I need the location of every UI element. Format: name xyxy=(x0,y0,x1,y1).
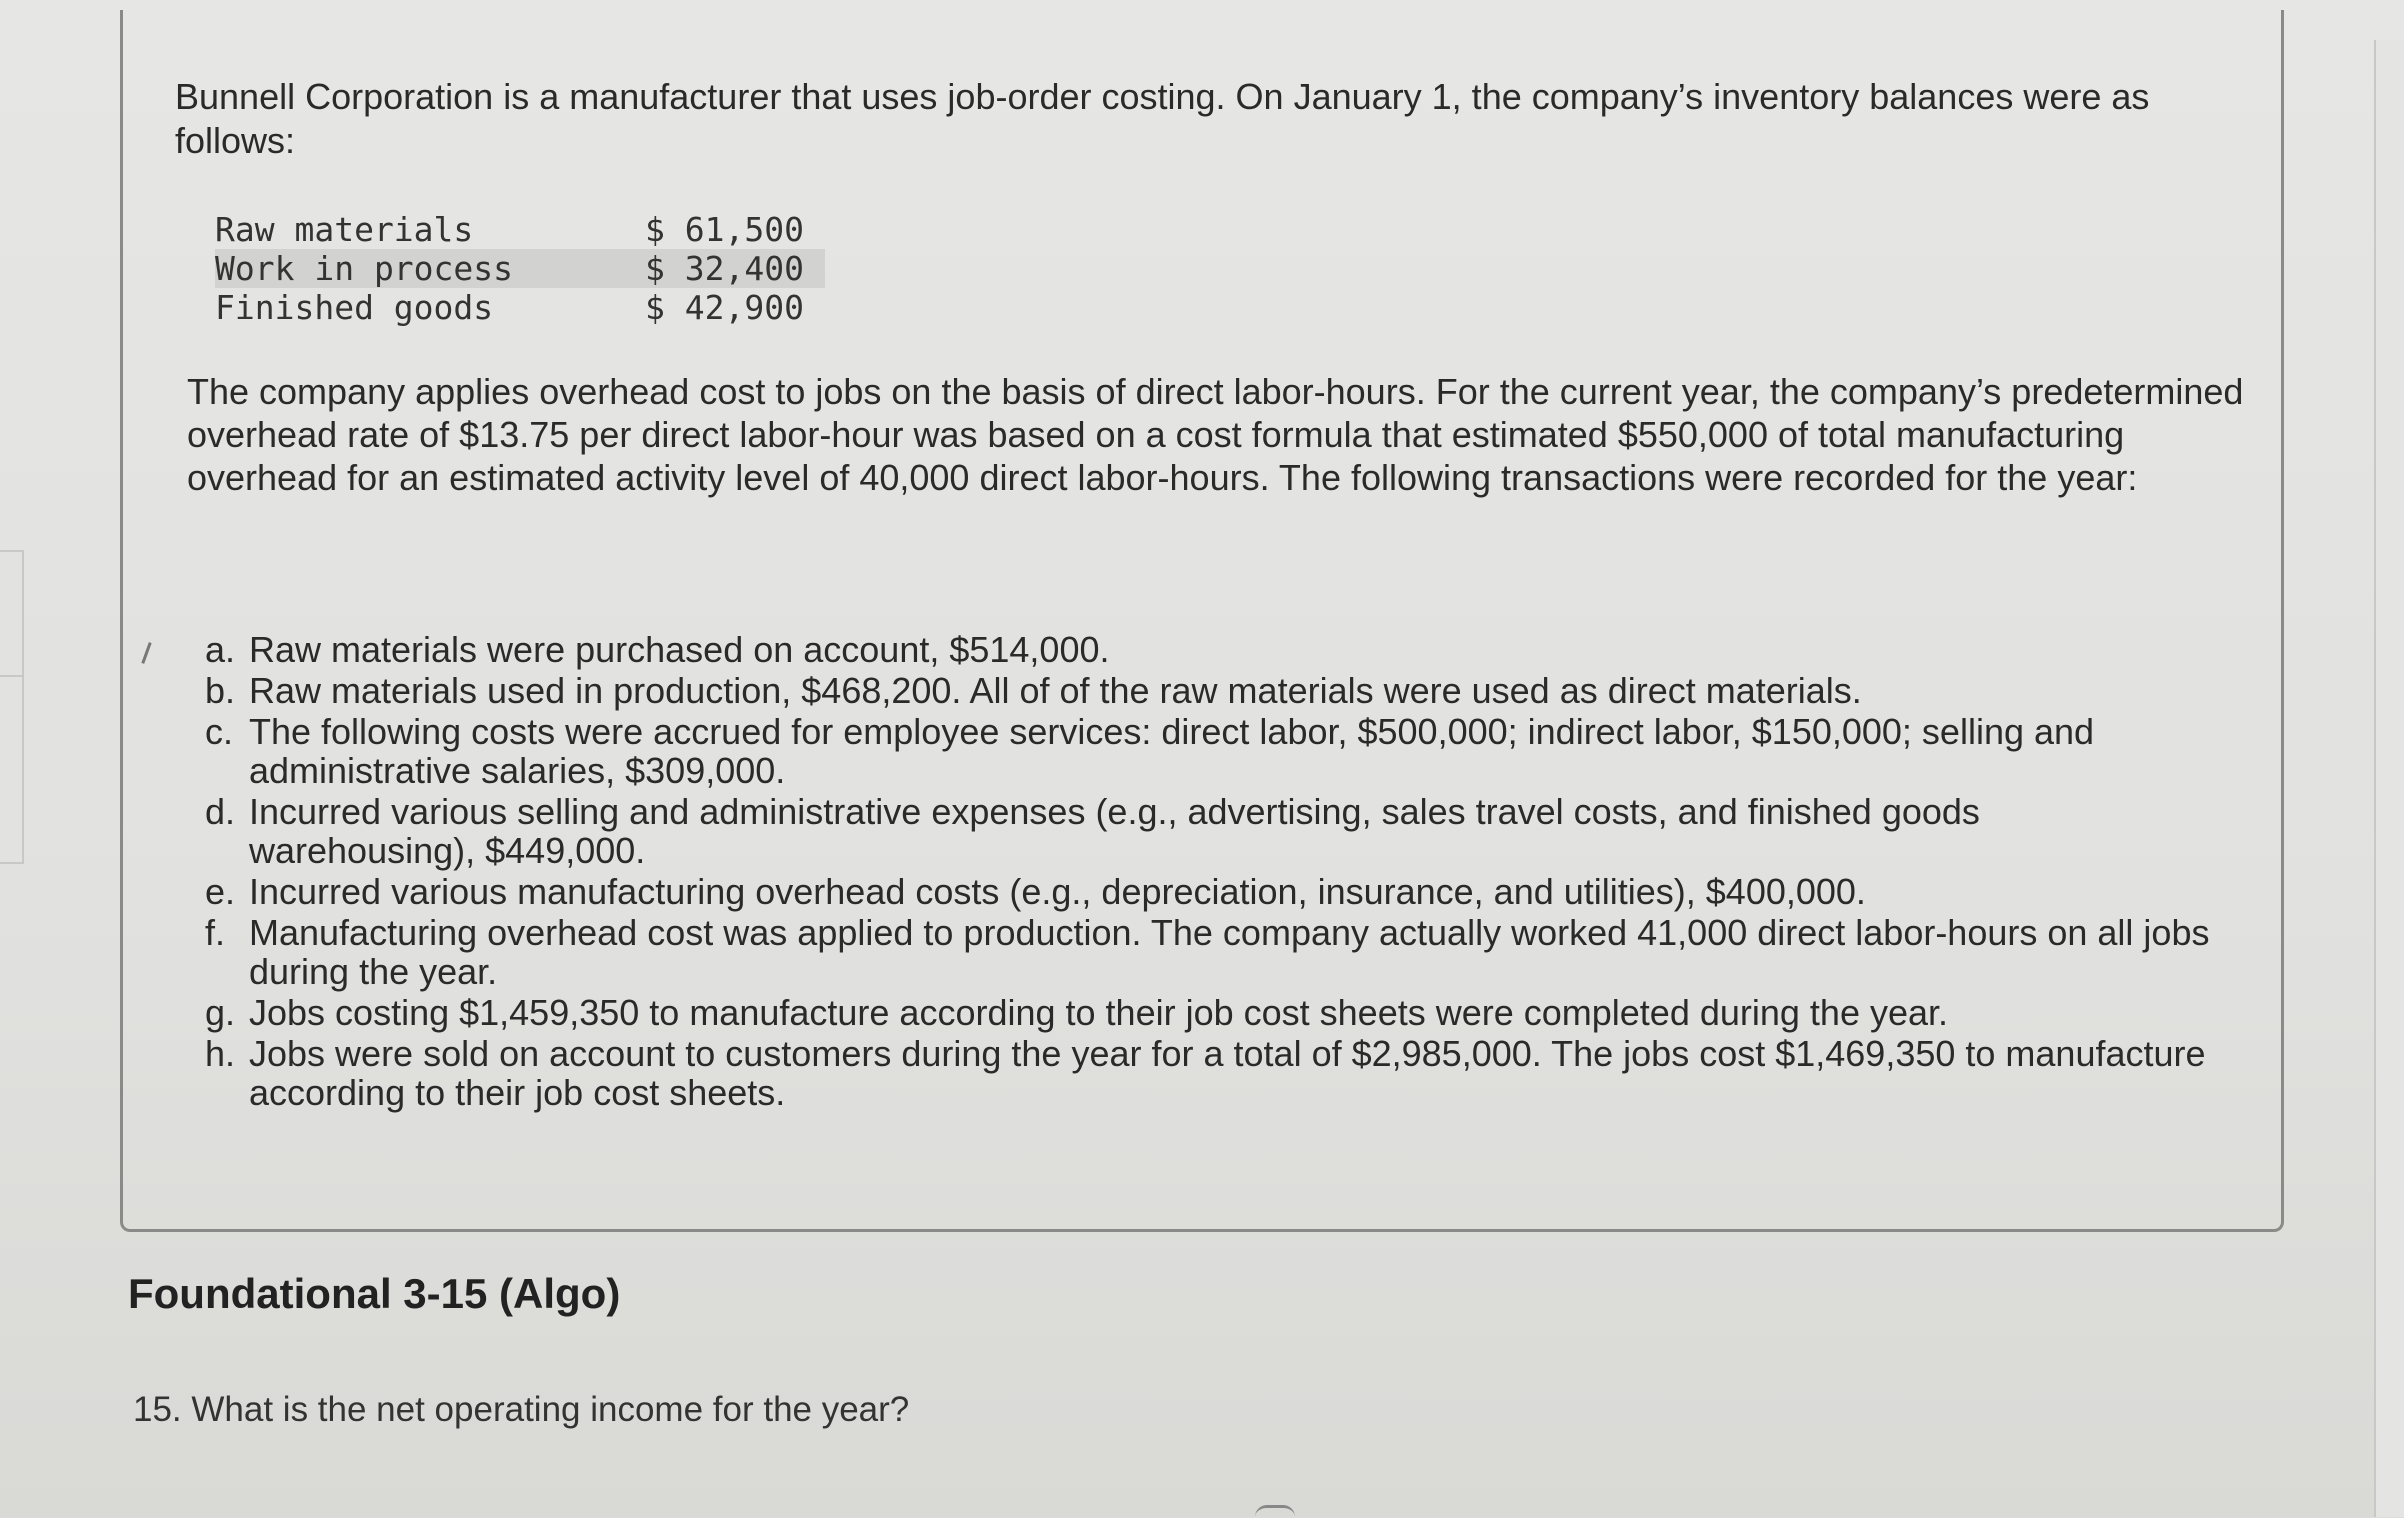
transaction-letter: h. xyxy=(205,1033,236,1074)
problem-intro: Bunnell Corporation is a manufacturer that uses job-order costing. On January 1, the company’s inventory balances were as follows: xyxy=(175,76,2150,161)
transaction-letter: f. xyxy=(205,912,226,953)
transaction-item xyxy=(205,712,2215,790)
inventory-label: Work in process xyxy=(215,249,514,288)
transaction-item xyxy=(205,872,2215,911)
inventory-row xyxy=(215,288,825,327)
inventory-row xyxy=(215,249,825,288)
transaction-letter: e. xyxy=(205,871,236,912)
transaction-letter: d. xyxy=(205,791,236,832)
transaction-item xyxy=(205,1034,2215,1112)
transaction-letter: g. xyxy=(205,992,236,1033)
transaction-text: Incurred various manufacturing overhead costs (e.g., depreciation, insurance, and utilities), $400,000. xyxy=(249,871,1866,912)
inventory-table xyxy=(215,210,825,327)
inventory-label: Finished goods xyxy=(215,288,494,327)
transaction-text: Manufacturing overhead cost was applied to production. The company actually worked 41,000 direct labor-hours on all jobs during the year. xyxy=(249,912,2210,992)
inventory-amount: $ 32,400 xyxy=(645,249,804,288)
bottom-scroll-mark xyxy=(1255,1505,1295,1518)
overhead-paragraph: The company applies overhead cost to jobs on the basis of direct labor-hours. For the current year, the company’s predetermined overhead rate of $13.75 per direct labor-hour was based on a cost formula that estimated $550,000 of total manufacturing overhead for an estimated activity level of 40,000 direct labor-hours. The following transactions were recorded for the year: xyxy=(187,371,2244,498)
inventory-amount: $ 61,500 xyxy=(645,210,804,249)
transaction-text: Incurred various selling and administrative expenses (e.g., advertising, sales travel costs, and finished goods warehousing), $449,000. xyxy=(249,791,1980,871)
transaction-letter: a. xyxy=(205,629,236,670)
transaction-item xyxy=(205,913,2215,991)
transaction-text: The following costs were accrued for employee services: direct labor, $500,000; indirect labor, $150,000; selling and administrative salaries, $309,000. xyxy=(249,711,2095,791)
transaction-item xyxy=(205,792,2215,870)
transaction-text: Jobs were sold on account to customers during the year for a total of $2,985,000. The jobs cost $1,469,350 to manufacture according to their job cost sheets. xyxy=(249,1033,2206,1113)
transaction-letter: c. xyxy=(205,711,234,752)
left-panel-divider xyxy=(0,555,22,677)
section-title: Foundational 3-15 (Algo) xyxy=(128,1270,621,1317)
inventory-amount: $ 42,900 xyxy=(645,288,804,327)
question-text: 15. What is the net operating income for the year? xyxy=(133,1390,910,1429)
transaction-item xyxy=(205,671,2215,710)
transaction-text: Raw materials used in production, $468,200. All of of the raw materials were used as direct materials. xyxy=(249,670,1862,711)
inventory-row xyxy=(215,210,825,249)
transaction-text: Jobs costing $1,459,350 to manufacture according to their job cost sheets were completed during the year. xyxy=(249,992,1949,1033)
right-scroll-edge xyxy=(2374,40,2404,1517)
transactions-list xyxy=(205,630,2215,1114)
transaction-letter: b. xyxy=(205,670,236,711)
inventory-label: Raw materials xyxy=(215,210,474,249)
transaction-item xyxy=(205,630,2215,669)
transaction-item xyxy=(205,993,2215,1032)
transaction-text: Raw materials were purchased on account, $514,000. xyxy=(249,629,1110,670)
